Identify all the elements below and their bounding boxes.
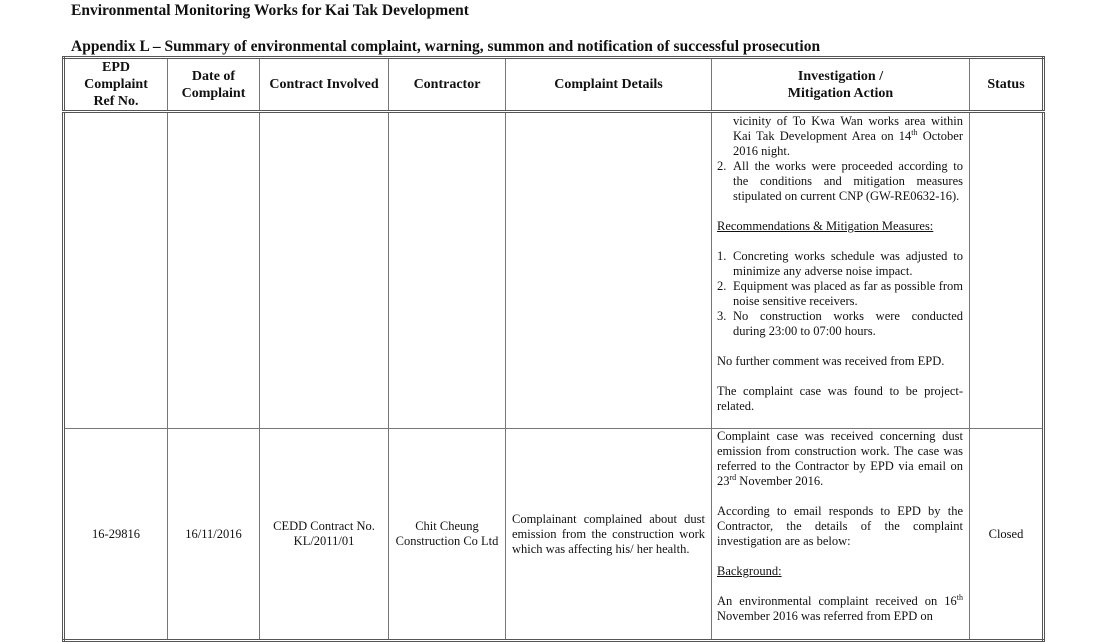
header-details: Complaint Details <box>506 58 712 112</box>
cell-status-empty <box>970 112 1044 429</box>
header-investigation: Investigation / Mitigation Action <box>712 58 970 112</box>
investigation-paragraph: Complaint case was received concerning dust emission from construction work. The case was referred to the Contractor by EPD via email on 23rd November 2016. <box>717 429 963 488</box>
cell-contractor: Chit Cheung Construction Co Ltd <box>389 429 506 641</box>
cell-investigation <box>712 429 970 641</box>
cell-contractor-empty <box>389 112 506 429</box>
table-row <box>64 429 1044 641</box>
cell-investigation-continued <box>712 112 970 429</box>
cell-status: Closed <box>970 429 1044 641</box>
table-row-continued <box>64 112 1044 429</box>
cell-date: 16/11/2016 <box>168 429 260 641</box>
list-item: vicinity of To Kwa Wan works area within Kai Tak Development Area on 14th October 2016 night. <box>733 114 963 158</box>
cell-contract-empty <box>260 112 389 429</box>
recommendations-heading: Recommendations & Mitigation Measures: <box>717 219 934 233</box>
list-item: 3. No construction works were conducted during 23:00 to 07:00 hours. <box>717 309 963 338</box>
header-date: Date of Complaint <box>168 58 260 112</box>
investigation-paragraph: According to email responds to EPD by the Contractor, the details of the complaint investigation are as below: <box>717 504 963 548</box>
cell-ref-empty <box>64 112 168 429</box>
document-title: Environmental Monitoring Works for Kai Tak Development <box>71 2 469 19</box>
recommendations-list <box>717 249 963 339</box>
header-status: Status <box>970 58 1044 112</box>
cell-ref-no: 16-29816 <box>64 429 168 641</box>
case-conclusion: The complaint case was found to be project-related. <box>717 384 963 413</box>
header-row <box>64 58 1044 112</box>
header-ref-no: EPD Complaint Ref No. <box>64 58 168 112</box>
cell-contract: CEDD Contract No. KL/2011/01 <box>260 429 389 641</box>
investigation-paragraph: An environmental complaint received on 16th November 2016 was referred from EPD on <box>717 592 963 623</box>
no-further-comment: No further comment was received from EPD. <box>717 354 945 368</box>
complaint-summary-table <box>62 56 1045 642</box>
header-contract: Contract Involved <box>260 58 389 112</box>
list-item: 1. Concreting works schedule was adjusted to minimize any adverse noise impact. <box>717 249 963 278</box>
background-heading: Background: <box>717 564 782 578</box>
appendix-title: Appendix L – Summary of environmental complaint, warning, summon and notification of successful prosecution <box>71 38 821 55</box>
header-contractor: Contractor <box>389 58 506 112</box>
cell-date-empty <box>168 112 260 429</box>
list-item: 2. Equipment was placed as far as possible from noise sensitive receivers. <box>717 279 963 308</box>
findings-list <box>717 114 963 204</box>
list-item: 2. All the works were proceeded according to the conditions and mitigation measures stipulated on current CNP (GW-RE0632-16). <box>717 159 963 203</box>
cell-details-empty <box>506 112 712 429</box>
cell-complaint-details: Complainant complained about dust emission from the construction work which was affecting his/ her health. <box>506 429 712 641</box>
